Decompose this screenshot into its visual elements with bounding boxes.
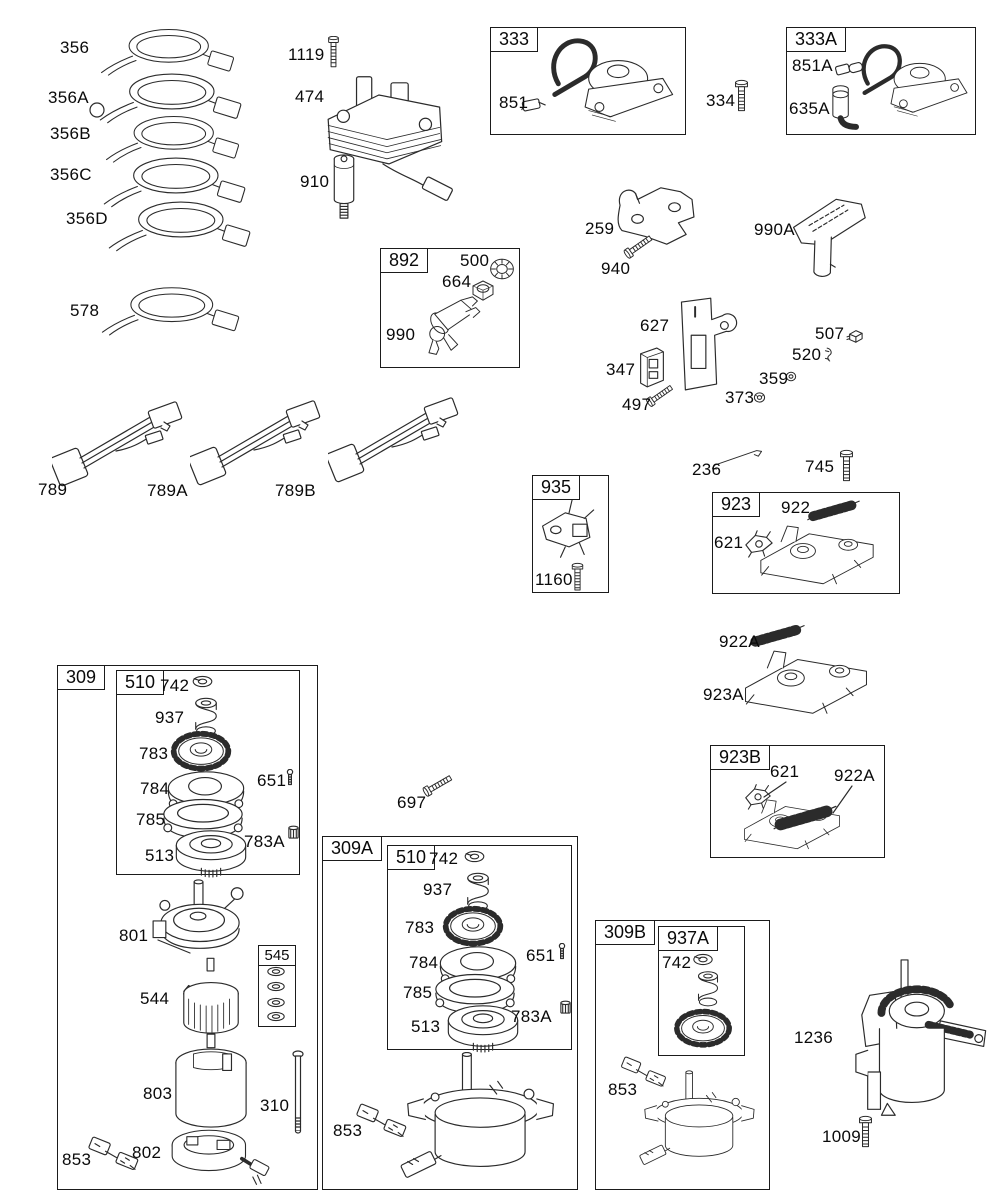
through-bolt-310-art xyxy=(293,1051,303,1133)
armature-544-art xyxy=(184,958,238,1047)
control-bracket-923A-art xyxy=(746,651,867,713)
part-label-742b: 742 xyxy=(429,849,459,868)
part-label-803: 803 xyxy=(143,1084,173,1103)
washer-545-art xyxy=(268,982,284,990)
part-label-621: 621 xyxy=(714,533,744,552)
part-label-990A: 990A xyxy=(754,220,795,239)
part-label-853b: 853 xyxy=(333,1121,363,1140)
retainer-742c-art xyxy=(694,954,712,964)
ignition-coil-333-art xyxy=(554,41,673,121)
part-label-783A: 783A xyxy=(244,832,285,851)
screw-1160-art xyxy=(572,563,583,590)
group-tag-309A: 309A xyxy=(322,836,382,861)
part-label-627: 627 xyxy=(640,316,670,335)
helical-gear-937A-art xyxy=(699,972,718,1006)
wire-harness-356-art xyxy=(102,29,234,75)
group-tag-937A: 937A xyxy=(658,926,718,951)
part-label-651: 651 xyxy=(257,771,287,790)
retainer-742-art xyxy=(193,676,212,686)
wire-harness-356D-art xyxy=(109,202,250,251)
part-label-356C: 356C xyxy=(50,165,92,184)
part-label-356A: 356A xyxy=(48,88,89,107)
washer-545-art xyxy=(268,1012,284,1020)
part-label-356B: 356B xyxy=(50,124,91,143)
part-label-697: 697 xyxy=(397,793,427,812)
part-label-853: 853 xyxy=(62,1150,92,1169)
gear-783-art xyxy=(174,734,229,769)
star-washer-500-art xyxy=(491,259,514,279)
screw-1009-art xyxy=(860,1116,872,1146)
screw-940-art xyxy=(623,234,653,259)
part-label-544: 544 xyxy=(140,989,170,1008)
part-label-922Ab: 922A xyxy=(834,766,875,785)
terminal-507-art xyxy=(847,331,862,343)
connector-853-art xyxy=(88,1137,138,1170)
lever-621-art xyxy=(746,531,772,557)
part-label-851A: 851A xyxy=(792,56,833,75)
motor-housing-803-art xyxy=(176,1049,246,1127)
ignition-coil-333A-art xyxy=(864,46,967,116)
part-label-783b: 783 xyxy=(405,918,435,937)
part-label-783Ab: 783A xyxy=(511,1007,552,1026)
part-label-359: 359 xyxy=(759,369,789,388)
helical-gear-937-art xyxy=(196,698,217,735)
group-tag-545: 545 xyxy=(258,945,296,966)
wiring-harness-789B-art xyxy=(325,397,458,482)
screw-1119-art xyxy=(329,36,339,66)
part-label-513b: 513 xyxy=(411,1017,441,1036)
part-label-789: 789 xyxy=(38,480,68,499)
group-tag-923: 923 xyxy=(712,492,760,517)
part-label-851: 851 xyxy=(499,93,529,112)
retainer-742b-art xyxy=(465,851,484,861)
part-label-664: 664 xyxy=(442,272,472,291)
clutch-513-art xyxy=(176,831,245,877)
bracket-plate-627-art xyxy=(681,298,736,390)
group-tag-892: 892 xyxy=(380,248,428,273)
screw-651-art xyxy=(287,769,292,784)
switch-347-art xyxy=(641,348,664,387)
part-label-236: 236 xyxy=(692,460,722,479)
stop-switch-935-art xyxy=(543,497,594,558)
part-label-937b: 937 xyxy=(423,880,453,899)
clip-520-art xyxy=(825,348,831,361)
part-label-922A: 922A xyxy=(719,632,760,651)
part-label-785b: 785 xyxy=(403,983,433,1002)
part-label-785: 785 xyxy=(136,810,166,829)
part-label-922: 922 xyxy=(781,498,811,517)
group-tag-510a: 510 xyxy=(116,670,164,695)
screw-651b-art xyxy=(559,943,564,958)
wiring-harness-789A-art xyxy=(187,400,320,485)
part-label-373: 373 xyxy=(725,388,755,407)
part-label-500: 500 xyxy=(460,251,490,270)
spacer-783Ab-art xyxy=(561,1001,570,1013)
part-label-742c: 742 xyxy=(662,953,692,972)
key-990A-art xyxy=(794,199,866,276)
group-tag-923B: 923B xyxy=(710,745,770,770)
group-tag-935: 935 xyxy=(532,475,580,500)
part-label-513: 513 xyxy=(145,846,175,865)
wiring-harness-789-art xyxy=(49,401,182,486)
part-label-801: 801 xyxy=(119,926,149,945)
starter-motor-309A-art xyxy=(401,1052,554,1177)
part-label-784b: 784 xyxy=(409,953,439,972)
part-label-990: 990 xyxy=(386,325,416,344)
nut-373-art xyxy=(754,393,764,402)
part-label-621b: 621 xyxy=(770,762,800,781)
part-label-635A: 635A xyxy=(789,99,830,118)
starter-motor-309B-art xyxy=(639,1071,754,1165)
part-label-783: 783 xyxy=(139,744,169,763)
part-label-745: 745 xyxy=(805,457,835,476)
part-label-651b: 651 xyxy=(526,946,556,965)
nut-664-art xyxy=(473,281,493,300)
part-label-742: 742 xyxy=(160,676,190,695)
part-label-347: 347 xyxy=(606,360,636,379)
group-tag-309: 309 xyxy=(57,665,105,690)
washer-545-art xyxy=(268,967,284,975)
part-label-853c: 853 xyxy=(608,1080,638,1099)
washer-545-art xyxy=(268,998,284,1006)
gear-783b-art xyxy=(446,909,501,944)
group-tag-333A: 333A xyxy=(786,27,846,52)
part-label-910: 910 xyxy=(300,172,330,191)
part-label-497: 497 xyxy=(622,395,652,414)
part-label-259: 259 xyxy=(585,219,615,238)
wire-harness-356B-art xyxy=(107,116,239,162)
part-label-356: 356 xyxy=(60,38,90,57)
part-label-784: 784 xyxy=(140,779,170,798)
helical-gear-937b-art xyxy=(468,873,489,910)
drive-cap-801-art xyxy=(153,880,243,948)
screw-697-art xyxy=(422,774,453,797)
connector-851A-art xyxy=(835,62,863,75)
part-label-356D: 356D xyxy=(66,209,108,228)
key-switch-990-art xyxy=(427,297,480,354)
group-tag-510b: 510 xyxy=(387,845,435,870)
bracket-259-art xyxy=(618,188,694,244)
spark-plug-boot-635A-art xyxy=(833,86,856,127)
part-label-1009: 1009 xyxy=(822,1127,862,1146)
spacer-783A-art xyxy=(289,826,298,838)
part-label-334: 334 xyxy=(706,91,736,110)
part-label-789A: 789A xyxy=(147,481,188,500)
part-label-507: 507 xyxy=(815,324,845,343)
part-label-310: 310 xyxy=(260,1096,290,1115)
part-label-923A: 923A xyxy=(703,685,744,704)
wire-harness-356C-art xyxy=(104,158,245,207)
bolt-745-art xyxy=(841,450,853,480)
part-label-802: 802 xyxy=(132,1143,162,1162)
part-label-578: 578 xyxy=(70,301,100,320)
group-tag-309B: 309B xyxy=(595,920,655,945)
part-label-1236: 1236 xyxy=(794,1028,834,1047)
part-label-937: 937 xyxy=(155,708,185,727)
wire-harness-356A-art xyxy=(100,74,241,123)
end-cap-802-art xyxy=(172,1130,269,1184)
spring-922-art xyxy=(808,501,859,520)
bolt-334-art xyxy=(736,80,748,110)
gear-937A-art xyxy=(677,1012,729,1045)
part-label-940: 940 xyxy=(601,259,631,278)
group-tag-333: 333 xyxy=(490,27,538,52)
control-bracket-923-art xyxy=(761,526,873,584)
leader-lines xyxy=(158,782,852,953)
clutch-513b-art xyxy=(448,1006,517,1052)
starter-motor-1236-art xyxy=(856,960,986,1115)
part-label-1119: 1119 xyxy=(288,45,325,64)
connector-853b-art xyxy=(356,1104,406,1137)
ring-terminal-356A-art xyxy=(90,103,104,117)
part-label-1160: 1160 xyxy=(535,570,573,589)
part-label-474: 474 xyxy=(295,87,325,106)
wire-harness-578-art xyxy=(102,288,239,335)
part-label-789B: 789B xyxy=(275,481,316,500)
standoff-910-art xyxy=(334,155,353,218)
part-label-520: 520 xyxy=(792,345,822,364)
